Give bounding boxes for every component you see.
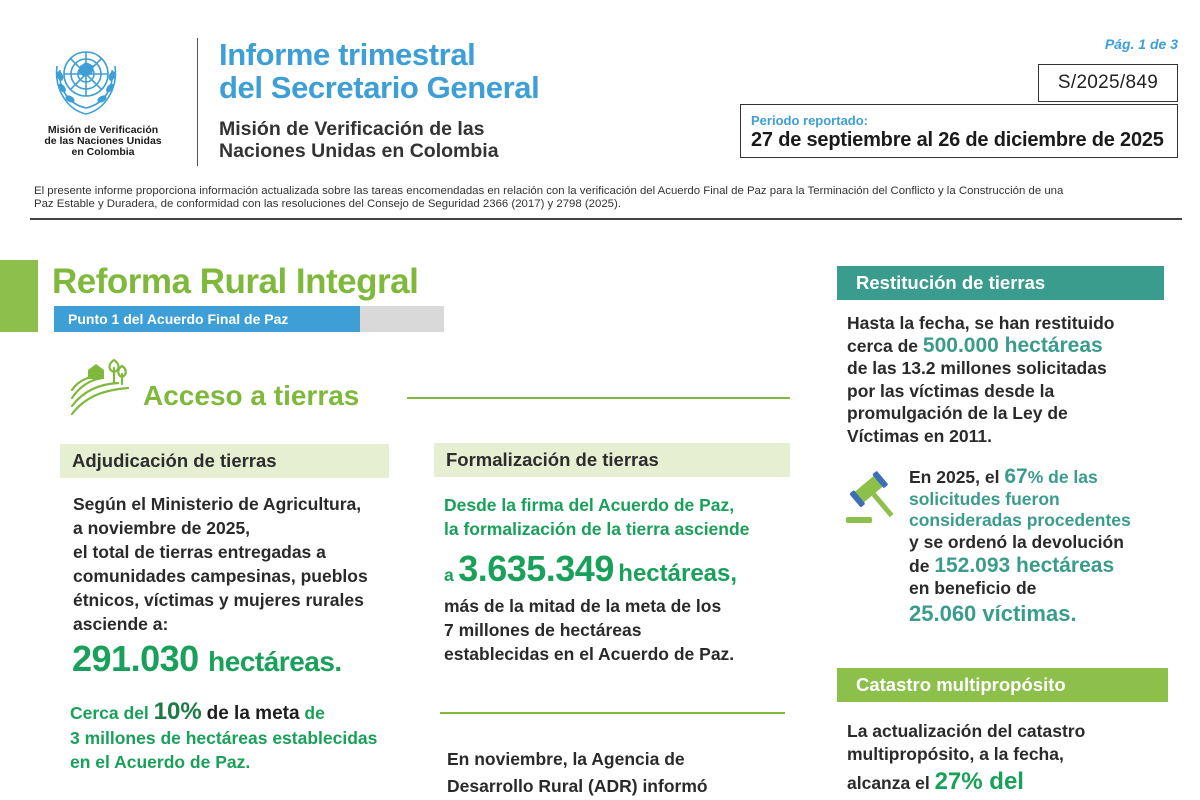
catastro-prefix: alcanza el xyxy=(847,773,930,793)
un-emblem-icon xyxy=(52,40,120,120)
catastro-header: Catastro multipropósito xyxy=(837,668,1168,702)
intro-divider xyxy=(30,218,1182,220)
subsection-rule xyxy=(407,397,790,399)
adjudicacion-text: Según el Ministerio de Agricultura, a noviembre de 2025, el total de tierras entregadas a comunidades campesinas, pueblos étnicos, víctimas y mujeres rurales asciende a: xyxy=(73,494,368,634)
period-dates: 27 de septiembre al 26 de diciembre de 2025 xyxy=(751,129,1164,151)
section-accent-tab xyxy=(0,260,38,332)
goal-percent: 10% xyxy=(153,698,202,725)
mission-name: Misión de Verificación de las Naciones Unidas en Colombia xyxy=(219,118,499,162)
restitucion-value: 500.000 hectáreas xyxy=(922,333,1103,357)
adjudicacion-header: Adjudicación de tierras xyxy=(60,444,389,478)
goal-suffix: de xyxy=(304,703,325,723)
catastro-percent: 27 xyxy=(934,768,962,795)
adjudicacion-figure xyxy=(72,638,342,680)
adr-text: En noviembre, la Agencia de Desarrollo Rural (ADR) informó xyxy=(447,749,708,796)
figure-prefix: a xyxy=(444,565,454,585)
subsection-title: Acceso a tierras xyxy=(143,380,360,411)
page-number: Pág. 1 de 3 xyxy=(1104,36,1178,52)
formalizacion-figure-value: 3.635.349 xyxy=(458,548,614,589)
section-subtitle: Punto 1 del Acuerdo Final de Paz xyxy=(54,306,360,332)
adjudicacion-figure-value: 291.030 xyxy=(72,638,199,679)
header-divider xyxy=(197,38,198,166)
hectares-prefix: de xyxy=(909,556,930,576)
requests-percent: 67 xyxy=(1004,465,1028,488)
restitucion-header: Restitución de tierras xyxy=(837,266,1164,300)
restitucion-requests-text: En 2025, el 67% de las solicitudes fueron consideradas procedentes y se ordenó la devolución de 152.093 hectáreas en beneficio de 25.060 víctimas. xyxy=(909,466,1179,625)
period-label: Periodo reportado: xyxy=(751,113,869,128)
restitucion-prefix: cerca de xyxy=(847,335,919,356)
adjudicacion-goal: Cerca del 10% de la meta de 3 millones de hectáreas establecidas en el Acuerdo de Paz. xyxy=(70,698,378,772)
formalizacion-figure-unit: hectáreas, xyxy=(618,560,738,587)
requests-percent-suffix: % de las xyxy=(1027,467,1098,487)
un-mission-caption: Misión de Verificación de las Naciones Unidas en Colombia xyxy=(44,124,162,158)
formalizacion-divider xyxy=(440,712,785,714)
intro-paragraph: El presente informe proporciona información actualizada sobre las tareas encomendadas en relación con la verificación del Acuerdo Final de Paz para la Terminación del Conflicto y la Construcción de una Paz Estable y Duradera, de conformidad con las resoluciones del Consejo de Seguridad 2366 (2017) y 2798 (2025). xyxy=(34,185,1064,210)
goal-prefix: Cerca del xyxy=(70,703,149,723)
section-title: Reforma Rural Integral xyxy=(52,262,419,301)
catastro-suffix: % del xyxy=(961,768,1024,795)
reporting-period-box xyxy=(740,104,1178,158)
hectares-value: 152.093 hectáreas xyxy=(934,554,1115,577)
requests-prefix: En 2025, el xyxy=(909,467,1000,487)
restitucion-text: Hasta la fecha, se han restituido cerca de 500.000 hectáreas de las 13.2 millones solicitadas por las víctimas desde la promulgación de la Ley de Víctimas en 2011. xyxy=(847,313,1115,446)
farmland-icon xyxy=(68,356,130,416)
adjudicacion-figure-unit: hectáreas. xyxy=(208,646,342,677)
formalizacion-figure xyxy=(444,548,737,590)
goal-mid: de la meta xyxy=(206,703,300,724)
formalizacion-header: Formalización de tierras xyxy=(434,443,790,477)
formalizacion-intro: Desde la firma del Acuerdo de Paz, la formalización de la tierra asciende xyxy=(444,495,750,539)
catastro-text: La actualización del catastro multipropósito, a la fecha, alcanza el 27% del xyxy=(847,721,1086,795)
formalizacion-text: más de la mitad de la meta de los 7 millones de hectáreas establecidas en el Acuerdo de Paz. xyxy=(444,596,735,664)
document-symbol: S/2025/849 xyxy=(1038,64,1178,102)
report-title: Informe trimestral del Secretario General xyxy=(219,37,540,105)
gavel-icon xyxy=(842,469,898,525)
victims-count: 25.060 víctimas. xyxy=(909,601,1077,626)
